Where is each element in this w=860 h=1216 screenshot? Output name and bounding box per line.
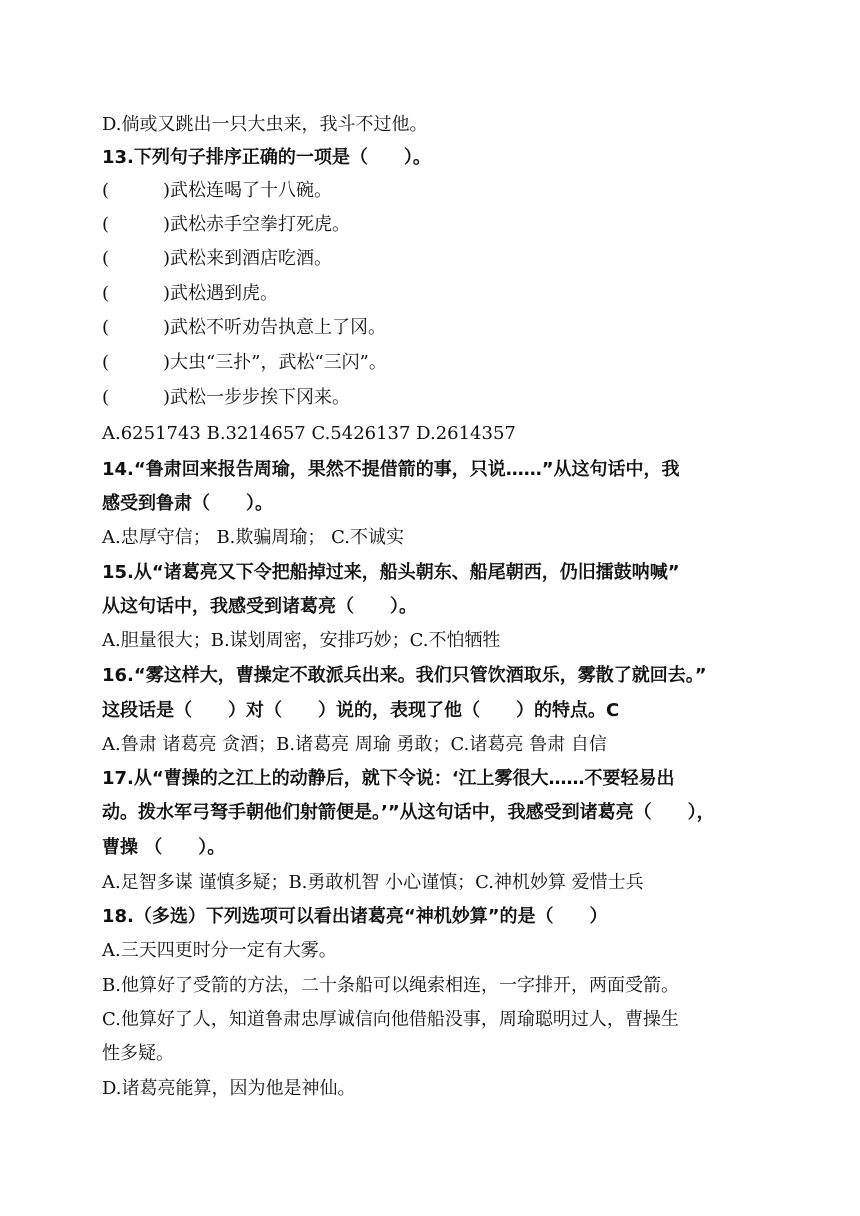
question-17-line-1: 17.从“曹操的之江上的动静后，就下令说：‘江上雾很大……不要轻易出 <box>102 768 675 789</box>
sort-item-4: ( )武松遇到虎。 <box>102 283 279 304</box>
option-d-prev: D.倘或又跳出一只大虫来，我斗不过他。 <box>102 114 428 135</box>
sort-item-7: ( )武松一步步挨下冈来。 <box>102 387 351 408</box>
question-17-line-3: 曹操 （ ）。 <box>102 837 226 858</box>
question-18-option-d: D.诸葛亮能算，因为他是神仙。 <box>102 1078 356 1099</box>
sort-item-1: ( )武松连喝了十八碗。 <box>102 180 333 201</box>
sort-item-6: ( )大虫“三扑”，武松“三闪”。 <box>102 352 387 373</box>
sort-item-5: ( )武松不听劝告执意上了冈。 <box>102 317 387 338</box>
question-14-line-2: 感受到鲁肃（ ）。 <box>102 493 273 514</box>
question-14-line-1: 14.“鲁肃回来报告周瑜，果然不提借箭的事，只说……”从这句话中，我 <box>102 459 680 480</box>
question-18-option-c-line-1: C.他算好了人，知道鲁肃忠厚诚信向他借船没事，周瑜聪明过人，曹操生 <box>102 1009 679 1030</box>
sort-item-2: ( )武松赤手空拳打死虎。 <box>102 214 351 235</box>
question-16-choices: A.鲁肃 诸葛亮 贪酒；B.诸葛亮 周瑜 勇敢；C.诸葛亮 鲁肃 自信 <box>102 734 607 755</box>
question-15-line-1: 15.从“诸葛亮又下令把船掉过来，船头朝东、船尾朝西，仍旧擂鼓呐喊” <box>102 562 680 583</box>
question-15-line-2: 从这句话中，我感受到诸葛亮（ ）。 <box>102 596 417 617</box>
question-13: 13.下列句子排序正确的一项是（ ）。 <box>102 147 431 168</box>
question-18: 18.（多选）下列选项可以看出诸葛亮“神机妙算”的是（ ） <box>102 906 608 927</box>
question-17-line-2: 动。拨水军弓弩手朝他们射箭便是。’”从这句话中，我感受到诸葛亮（ ）， <box>102 802 715 823</box>
question-15-choices: A.胆量很大；B.谋划周密，安排巧妙；C.不怕牺牲 <box>102 630 501 651</box>
question-18-option-a: A.三天四更时分一定有大雾。 <box>102 940 337 961</box>
question-18-option-c-line-2: 性多疑。 <box>102 1043 174 1064</box>
sort-item-3: ( )武松来到酒店吃酒。 <box>102 248 333 269</box>
question-16-line-1: 16.“雾这样大，曹操定不敢派兵出来。我们只管饮酒取乐，雾散了就回去。” <box>102 665 707 686</box>
question-16-line-2: 这段话是（ ）对（ ）说的，表现了他（ ）的特点。C <box>102 700 620 721</box>
question-14-choices: A.忠厚守信； B.欺骗周瑜； C.不诚实 <box>102 527 404 548</box>
question-13-choices: A.6251743 B.3214657 C.5426137 D.2614357 <box>102 423 516 444</box>
question-18-option-b: B.他算好了受箭的方法，二十条船可以绳索相连，一字排开，两面受箭。 <box>102 975 679 996</box>
question-17-choices: A.足智多谋 谨慎多疑；B.勇敢机智 小心谨慎；C.神机妙算 爱惜士兵 <box>102 872 644 893</box>
